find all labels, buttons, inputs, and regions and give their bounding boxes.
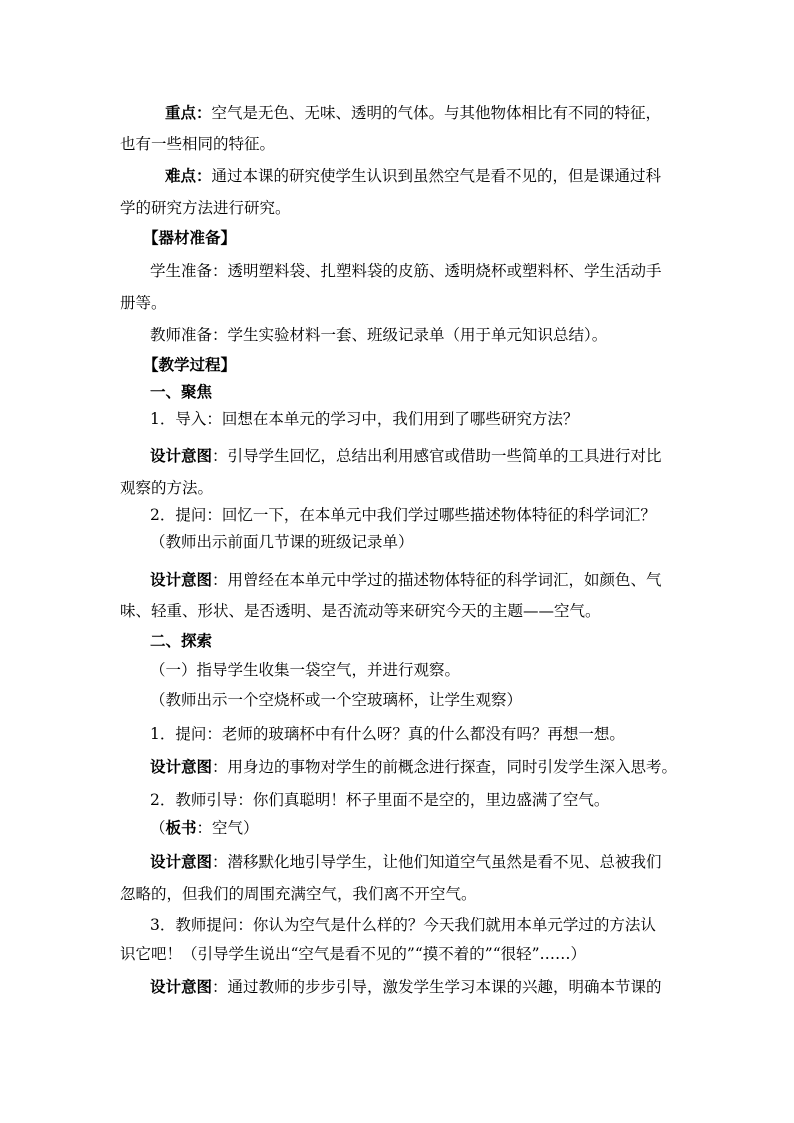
difficulty-line-1: [165, 166, 661, 186]
board-open-paren: （: [150, 819, 166, 837]
focus-item-2-note: （教师出示前面几节课的班级记录单）: [150, 533, 414, 551]
focus-heading: 一、聚焦: [150, 382, 213, 401]
key-point-label: 重点：: [165, 103, 212, 122]
design-intent-4-line-2: 忽略的，但我们的周围充满空气，我们离不开空气。: [120, 885, 477, 903]
design-intent-text: ：引导学生回忆，总结出利用感官或借助一些简单的工具进行对比: [212, 447, 662, 465]
explore-item-2: 2．教师引导：你们真聪明！杯子里面不是空的，里边盛满了空气。: [150, 791, 610, 809]
board-label: 板书: [165, 818, 197, 837]
focus-item-2: 2．提问：回忆一下，在本单元中我们学过哪些描述物体特征的科学词汇？: [150, 506, 656, 524]
design-intent-2-line-1: [150, 570, 662, 590]
key-point-line-1: [165, 103, 661, 123]
design-intent-label: 设计意图: [150, 757, 213, 776]
process-heading: 【教学过程】: [143, 355, 237, 374]
design-intent-text: ：通过教师的步步引导，激发学生学习本课的兴趣，明确本节课的: [212, 978, 662, 996]
key-point-line-2: 也有一些相同的特征。: [120, 135, 276, 153]
design-intent-2-line-2: 味、轻重、形状、是否透明、是否流动等来研究今天的主题——空气。: [120, 602, 601, 620]
board-text: ：空气）: [196, 819, 259, 837]
design-intent-5-line-1: [150, 977, 662, 997]
design-intent-1-line-2: 观察的方法。: [120, 479, 214, 497]
explore-item-3-line-2: 识它吧！（引导学生说出“空气是看不见的”“摸不着的”“很轻”……）: [120, 945, 587, 963]
design-intent-label: 设计意图: [150, 852, 213, 871]
design-intent-3-line-1: [150, 757, 677, 777]
difficulty-label: 难点：: [165, 166, 212, 185]
materials-student-line-2: 册等。: [120, 294, 167, 312]
difficulty-text: 通过本课的研究使学生认识到虽然空气是看不见的，但是课通过科: [211, 167, 662, 185]
design-intent-text: ：用曾经在本单元中学过的描述物体特征的科学词汇，如颜色、气: [212, 571, 662, 589]
explore-item-1: 1．提问：老师的玻璃杯中有什么呀？真的什么都没有吗？再想一想。: [150, 725, 625, 743]
design-intent-text: ：用身边的事物对学生的前概念进行探查，同时引发学生深入思考。: [212, 758, 678, 776]
explore-subsection-1: （一）指导学生收集一袋空气，并进行观察。: [150, 661, 461, 679]
design-intent-text: ：潜移默化地引导学生，让他们知道空气虽然是看不见、总被我们: [212, 853, 662, 871]
focus-item-1: 1．导入：回想在本单元的学习中，我们用到了哪些研究方法？: [150, 410, 579, 428]
design-intent-4-line-1: [150, 852, 662, 872]
board-writing-line: [150, 818, 259, 838]
explore-note: （教师出示一个空烧杯或一个空玻璃杯，让学生观察）: [150, 691, 523, 709]
key-point-text: 空气是无色、无味、透明的气体。与其他物体相比有不同的特征，: [211, 104, 662, 122]
explore-heading: 二、探索: [150, 631, 213, 650]
design-intent-label: 设计意图: [150, 570, 213, 589]
explore-item-3-line-1: 3．教师提问：你认为空气是什么样的？今天我们就用本单元学过的方法认: [150, 916, 656, 934]
materials-teacher-line: 教师准备：学生实验材料一套、班级记录单（用于单元知识总结）。: [150, 326, 608, 344]
materials-heading: 【器材准备】: [143, 228, 237, 247]
difficulty-line-2: 学的研究方法进行研究。: [120, 199, 291, 217]
design-intent-1-line-1: [150, 446, 662, 466]
design-intent-label: 设计意图: [150, 446, 213, 465]
materials-student-line-1: 学生准备：透明塑料袋、扎塑料袋的皮筋、透明烧杯或塑料杯、学生活动手: [150, 262, 662, 280]
design-intent-label: 设计意图: [150, 977, 213, 996]
